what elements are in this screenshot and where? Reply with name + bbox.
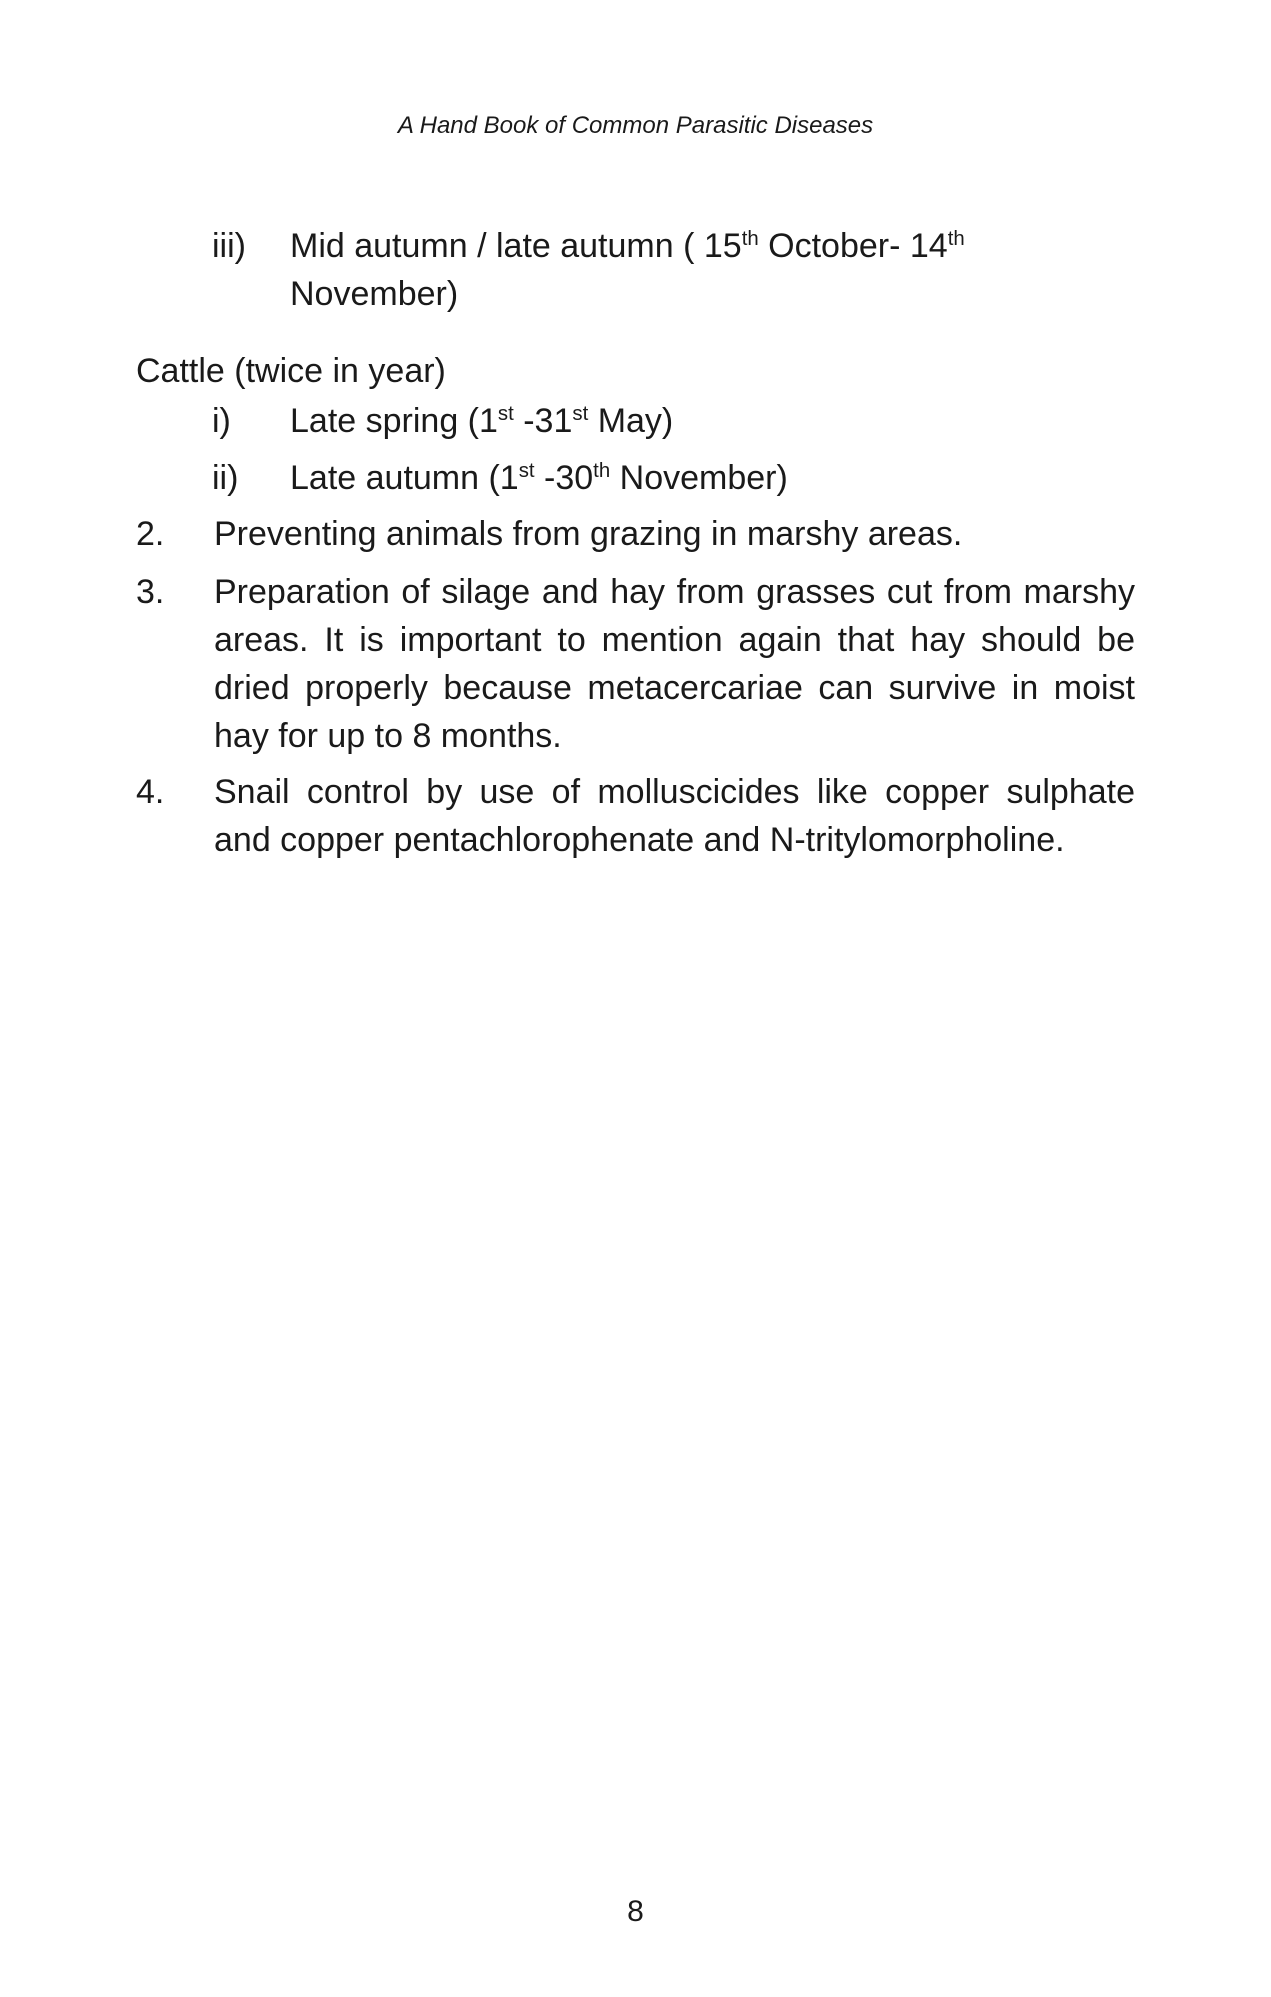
list-item-text: Late autumn (1st -30th November) (290, 459, 788, 497)
section-heading-cattle: Cattle (twice in year) (136, 352, 446, 390)
list-marker: ii) (212, 459, 239, 497)
list-item-text: Preparation of silage and hay from grasses cut from marshy areas. It is important to mention again that hay should be dried properly because metacercariae can survive in moist hay for up to 8 months. (214, 573, 1135, 755)
list-item-text: Snail control by use of molluscicides like copper sulphate and copper pentachlorophenate and N-tritylomorpholine. (214, 773, 1135, 859)
page-number: 8 (627, 1895, 644, 1928)
list-number: 2. (136, 515, 165, 553)
list-item-text: Late spring (1st -31st May) (290, 402, 674, 440)
list-marker: i) (212, 402, 231, 440)
list-item-text: Preventing animals from grazing in marshy areas. (214, 515, 963, 553)
list-item-text: Mid autumn / late autumn ( 15th October- 14th November) (290, 227, 965, 313)
running-header: A Hand Book of Common Parasitic Diseases (397, 112, 874, 139)
list-number: 4. (136, 773, 165, 811)
list-marker: iii) (212, 227, 246, 265)
list-number: 3. (136, 573, 165, 611)
